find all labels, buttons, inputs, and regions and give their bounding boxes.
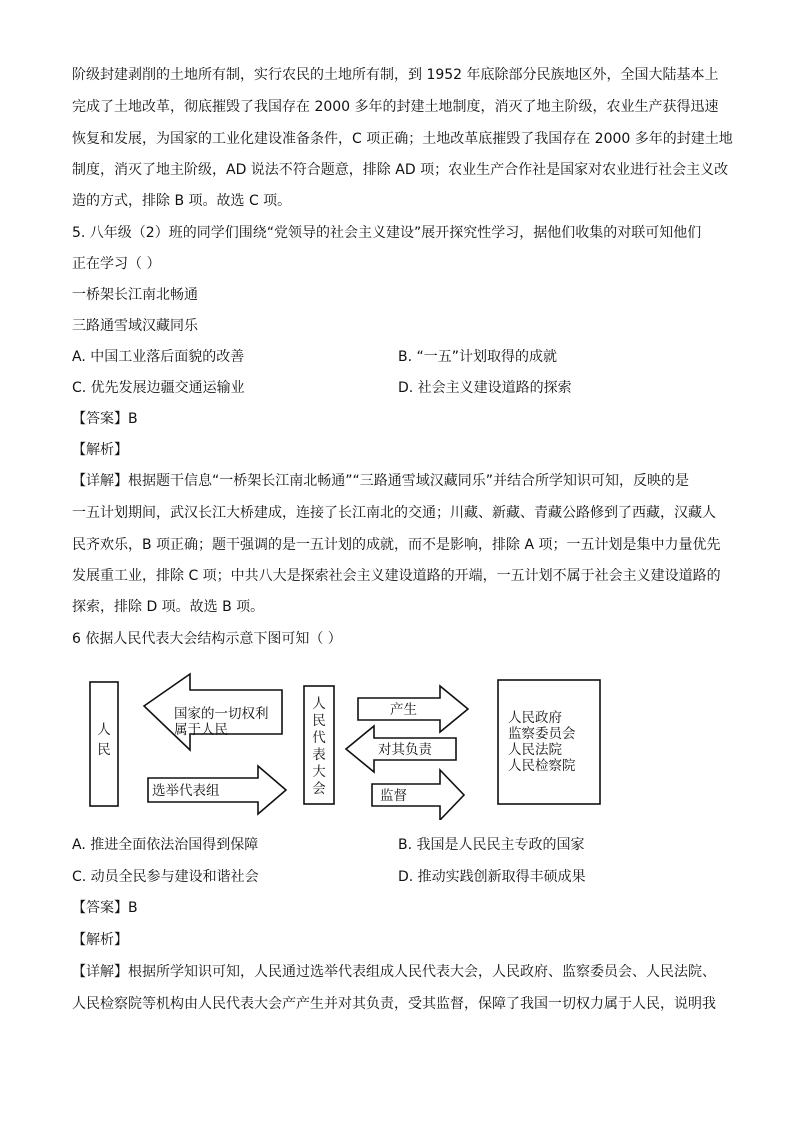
q5-option-c: C. 优先发展边疆交通运输业 <box>72 380 245 396</box>
power-arrow-line-1: 国家的一切权利 <box>174 706 269 722</box>
q6-stem: 6 依据人民代表大会结构示意下图可知（ ） <box>72 631 342 647</box>
q6-analysis-label: 【解析】 <box>72 932 128 948</box>
npc-char-1: 人 <box>312 696 326 712</box>
npc-char-5: 大 <box>312 764 326 780</box>
organ-supervisory-commission: 监察委员会 <box>508 726 576 742</box>
npc-char-3: 代 <box>312 730 326 746</box>
organ-procuratorate: 人民检察院 <box>508 758 576 774</box>
q6-answer: 【答案】B <box>72 900 138 916</box>
supervise-arrow-label: 监督 <box>380 788 407 804</box>
q5-detail-line-5: 探索，排除 D 项。故选 B 项。 <box>72 599 265 615</box>
q6-option-d: D. 推动实践创新取得丰硕成果 <box>398 869 586 885</box>
elect-arrow-label: 选举代表组 <box>152 783 220 799</box>
q5-detail-line-2: 一五计划期间，武汉长江大桥建成，连接了长江南北的交通；川藏、新藏、青藏公路修到了西藏，汉藏人 <box>72 505 716 521</box>
people-char-2: 民 <box>97 742 111 758</box>
q5-detail-line-4: 发展重工业，排除 C 项；中共八大是探索社会主义建设道路的开端，一五计划不属于社会主义建设道路的 <box>72 568 721 584</box>
q6-detail-line-1: 【详解】根据所学知识可知，人民通过选举代表组成人民代表大会，人民政府、监察委员会、人民法院、 <box>72 964 716 980</box>
q6-option-a: A. 推进全面依法治国得到保障 <box>72 837 259 853</box>
body-line-2: 完成了土地改革，彻底摧毁了我国存在 2000 多年的封建土地制度，消灭了地主阶级，农业生产获得迅速 <box>72 99 719 115</box>
q6-option-b: B. 我国是人民民主专政的国家 <box>398 837 585 853</box>
q5-detail-line-1: 【详解】根据题干信息“一桥架长江南北畅通”“三路通雪域汉藏同乐”并结合所学知识可知，反映的是 <box>72 473 690 489</box>
power-arrow-line-2: 属于人民 <box>174 722 228 738</box>
organ-court: 人民法院 <box>508 742 562 758</box>
q5-stem-line-1: 5. 八年级（2）班的同学们围绕“党领导的社会主义建设”展开探究性学习，据他们收集的对联可知他们 <box>72 225 702 241</box>
body-line-1: 阶级封建剥削的土地所有制，实行农民的土地所有制，到 1952 年底除部分民族地区外，全国大陆基本上 <box>72 67 719 83</box>
body-line-4: 制度，消灭了地主阶级，AD 说法不符合题意，排除 AD 项；农业生产合作社是国家对农业进行社会主义改 <box>72 162 729 178</box>
body-line-3: 恢复和发展，为国家的工业化建设准备条件，C 项正确；土地改革底摧毁了我国存在 2000 多年的封建土地 <box>72 131 733 147</box>
q5-option-a: A. 中国工业落后面貌的改善 <box>72 349 245 365</box>
q6-detail-line-2: 人民检察院等机构由人民代表大会产产生并对其负责，受其监督，保障了我国一切权力属于人民，说明我 <box>72 996 716 1012</box>
q5-detail-line-3: 民齐欢乐，B 项正确；题干强调的是一五计划的成就，而不是影响，排除 A 项；一五计划是集中力量优先 <box>72 537 721 553</box>
q5-analysis-label: 【解析】 <box>72 442 128 458</box>
npc-structure-diagram <box>72 662 632 820</box>
q5-couplet-1: 一桥架长江南北畅通 <box>72 287 198 303</box>
people-char-1: 人 <box>97 722 111 738</box>
npc-char-6: 会 <box>312 781 326 797</box>
body-line-5: 造的方式，排除 B 项。故选 C 项。 <box>72 193 292 209</box>
npc-char-2: 民 <box>312 713 326 729</box>
npc-char-4: 表 <box>312 747 326 763</box>
q5-option-d: D. 社会主义建设道路的探索 <box>398 380 572 396</box>
q5-couplet-2: 三路通雪域汉藏同乐 <box>72 318 198 334</box>
q5-stem-line-2: 正在学习（ ） <box>72 256 161 272</box>
q5-answer: 【答案】B <box>72 411 138 427</box>
produce-arrow-label: 产生 <box>390 702 417 718</box>
q6-option-c: C. 动员全民参与建设和谐社会 <box>72 869 259 885</box>
responsible-arrow-label: 对其负责 <box>378 742 432 758</box>
q5-option-b: B. “一五”计划取得的成就 <box>398 349 558 365</box>
organ-government: 人民政府 <box>508 710 562 726</box>
